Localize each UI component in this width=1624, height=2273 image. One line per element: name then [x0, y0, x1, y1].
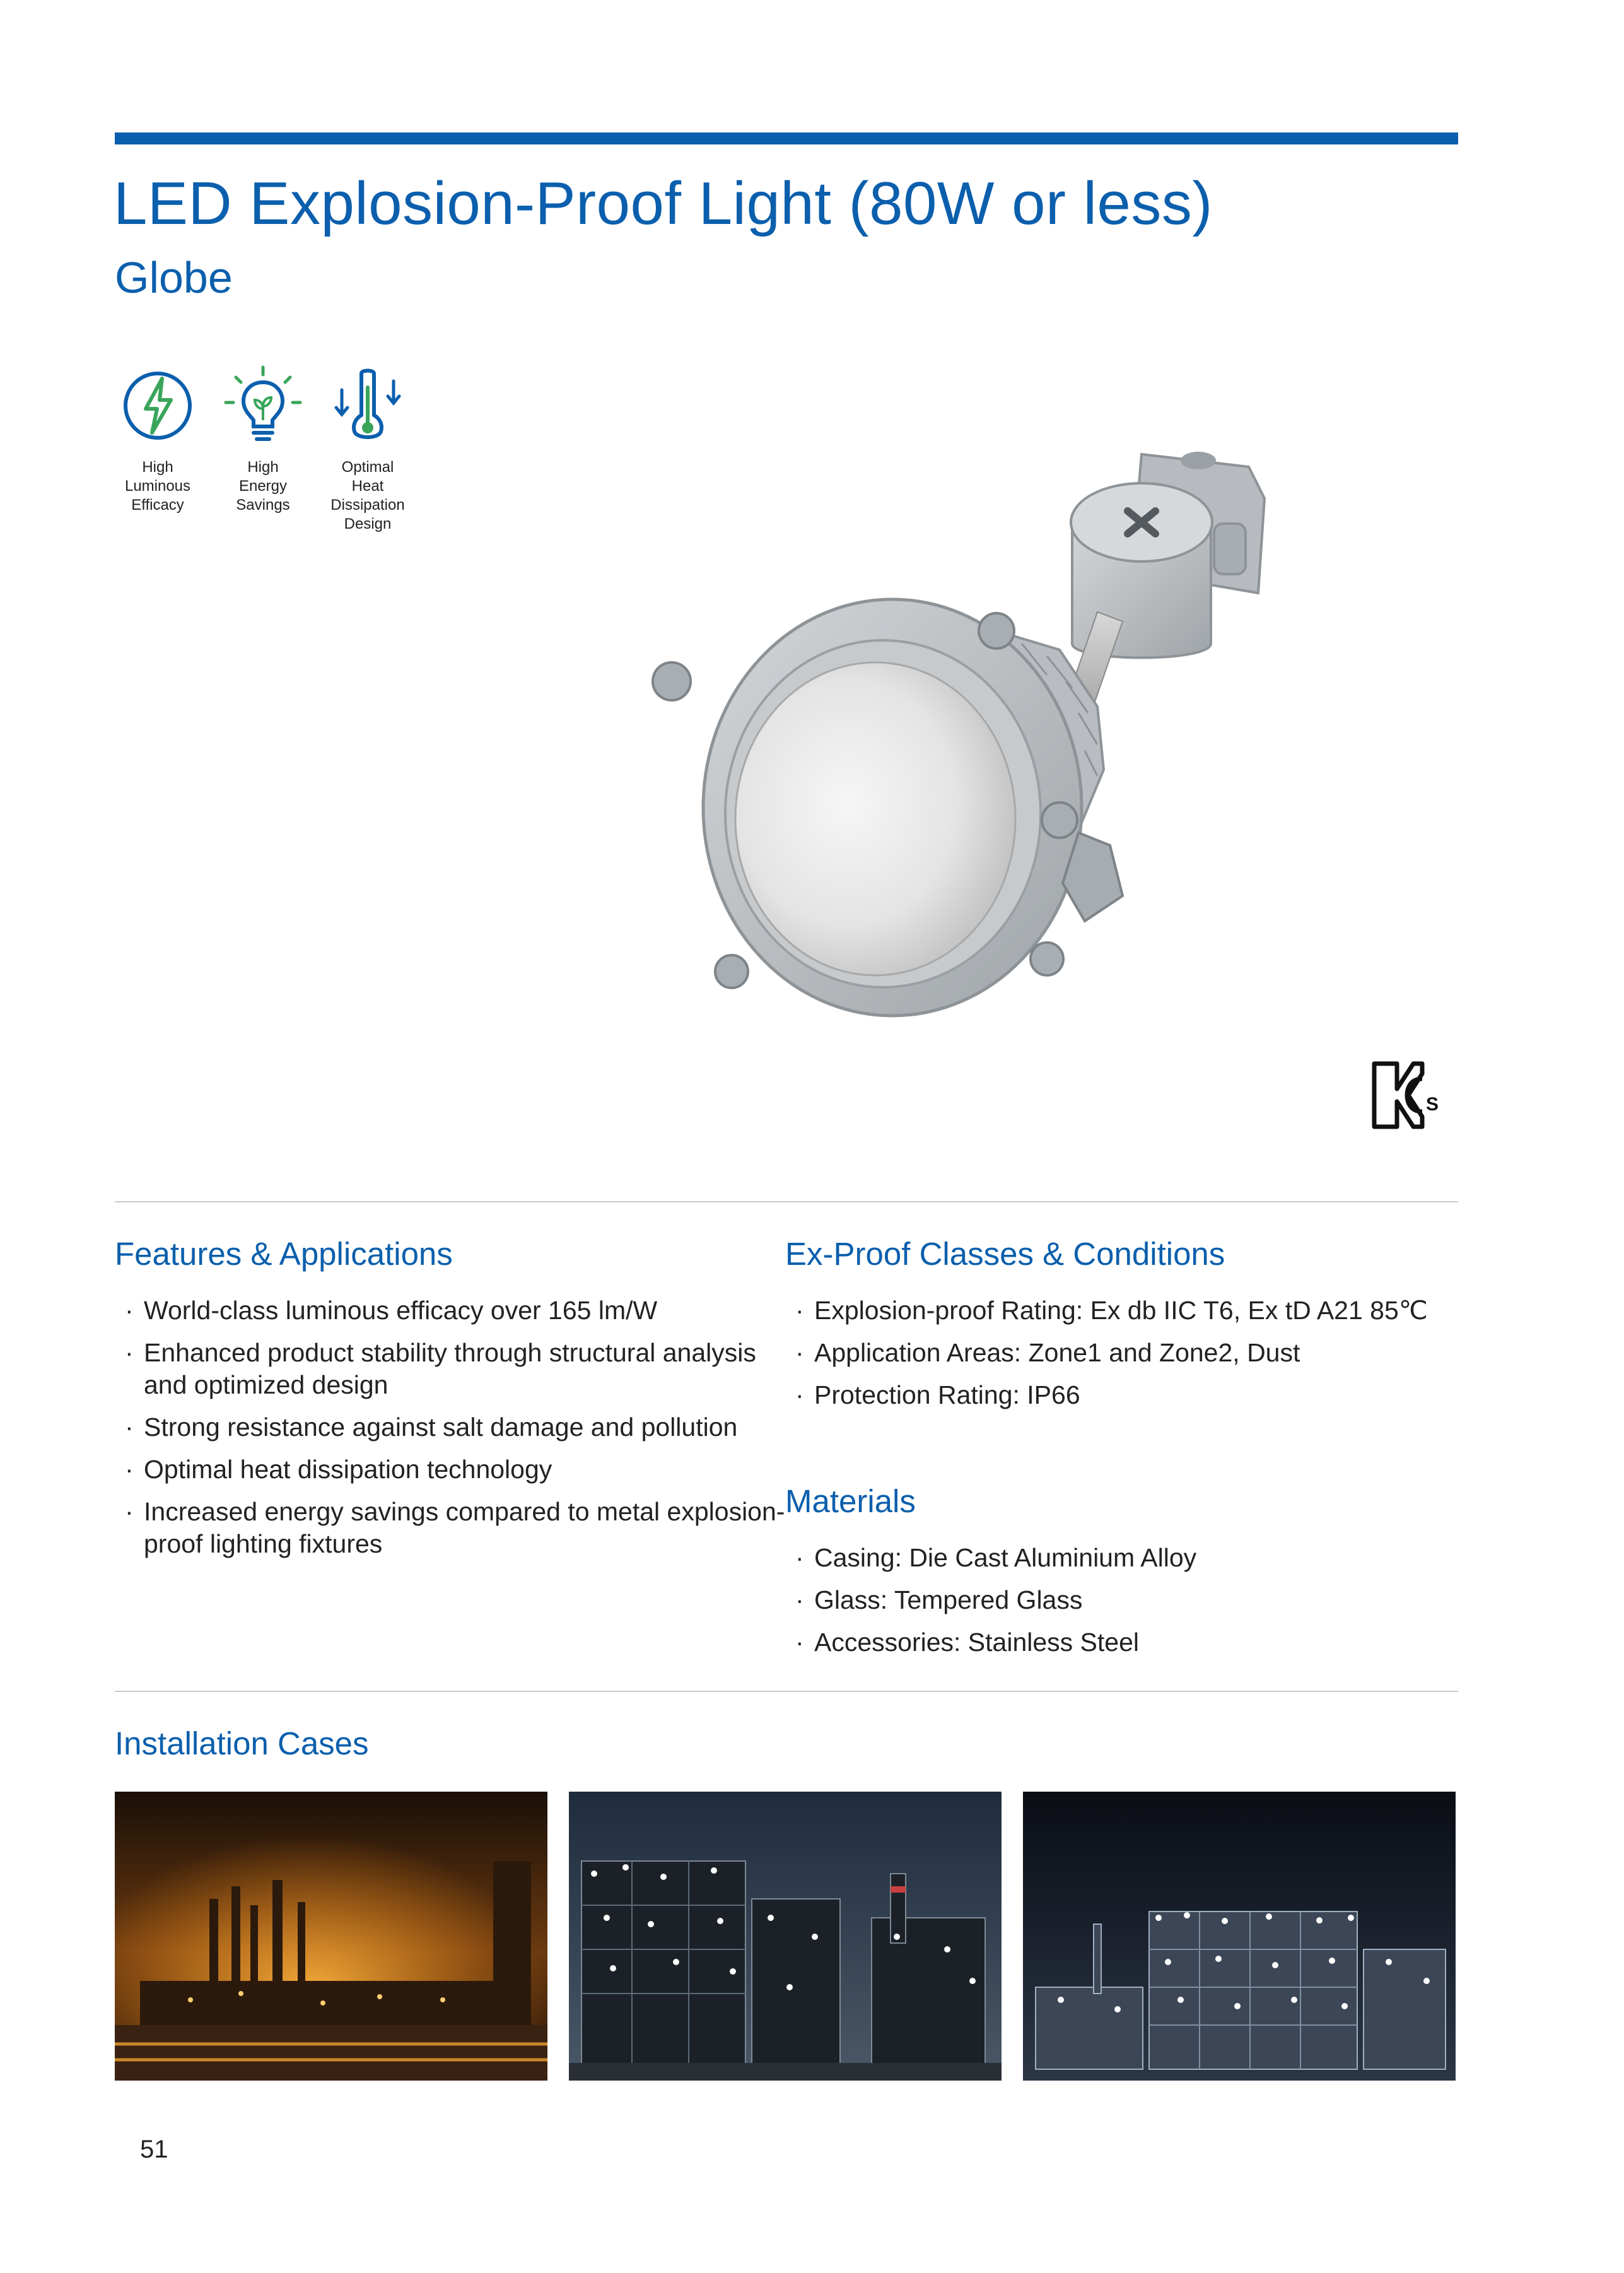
lightning-icon: [117, 365, 199, 447]
page-subtitle: Globe: [115, 253, 233, 302]
svg-text:S: S: [1426, 1094, 1439, 1115]
plant-night-photo: [1023, 1792, 1456, 2081]
list-item: · World-class luminous efficacy over 165 lm/W: [115, 1295, 796, 1327]
refinery-sunset-photo: [115, 1792, 547, 2081]
thermometer-icon: [327, 365, 409, 447]
page-number: 51: [140, 2135, 168, 2163]
page-title: LED Explosion-Proof Light (80W or less): [114, 170, 1213, 237]
list-item: · Accessories: Stainless Steel: [785, 1626, 1466, 1659]
exproof-heading: Ex-Proof Classes & Conditions: [785, 1236, 1225, 1272]
icon-label-energy: High Energy Savings: [236, 459, 290, 514]
list-item: · Enhanced product stability through structural analysis and optimized design: [115, 1337, 796, 1401]
features-heading: Features & Applications: [115, 1236, 453, 1272]
list-item: · Protection Rating: IP66: [785, 1379, 1466, 1411]
materials-list: [785, 1542, 1466, 1669]
list-item: · Casing: Die Cast Aluminium Alloy: [785, 1542, 1466, 1574]
materials-heading: Materials: [785, 1483, 916, 1519]
top-rule: [115, 132, 1458, 144]
list-item: · Strong resistance against salt damage and pollution: [115, 1411, 796, 1443]
refinery-night-photo: [569, 1792, 1002, 2081]
installation-heading: Installation Cases: [115, 1725, 369, 1761]
icon-label-luminous: High Luminous Efficacy: [124, 459, 191, 514]
list-item: · Application Areas: Zone1 and Zone2, Dust: [785, 1337, 1466, 1369]
features-list: [115, 1295, 796, 1570]
exproof-list: [785, 1295, 1466, 1421]
divider: [115, 1691, 1458, 1692]
list-item: · Increased energy savings compared to metal explosion-proof lighting fixtures: [115, 1496, 796, 1560]
lightbulb-icon: [222, 365, 304, 447]
list-item: · Explosion-proof Rating: Ex db IIC T6, Ex tD A21 85℃: [785, 1295, 1466, 1327]
list-item: · Glass: Tempered Glass: [785, 1584, 1466, 1616]
list-item: · Optimal heat dissipation technology: [115, 1454, 796, 1486]
product-image: [643, 442, 1463, 1060]
kc-certification-mark: [1372, 1060, 1441, 1136]
icon-label-heat: Optimal Heat Dissipation Design: [330, 459, 405, 532]
divider: [115, 1201, 1458, 1202]
